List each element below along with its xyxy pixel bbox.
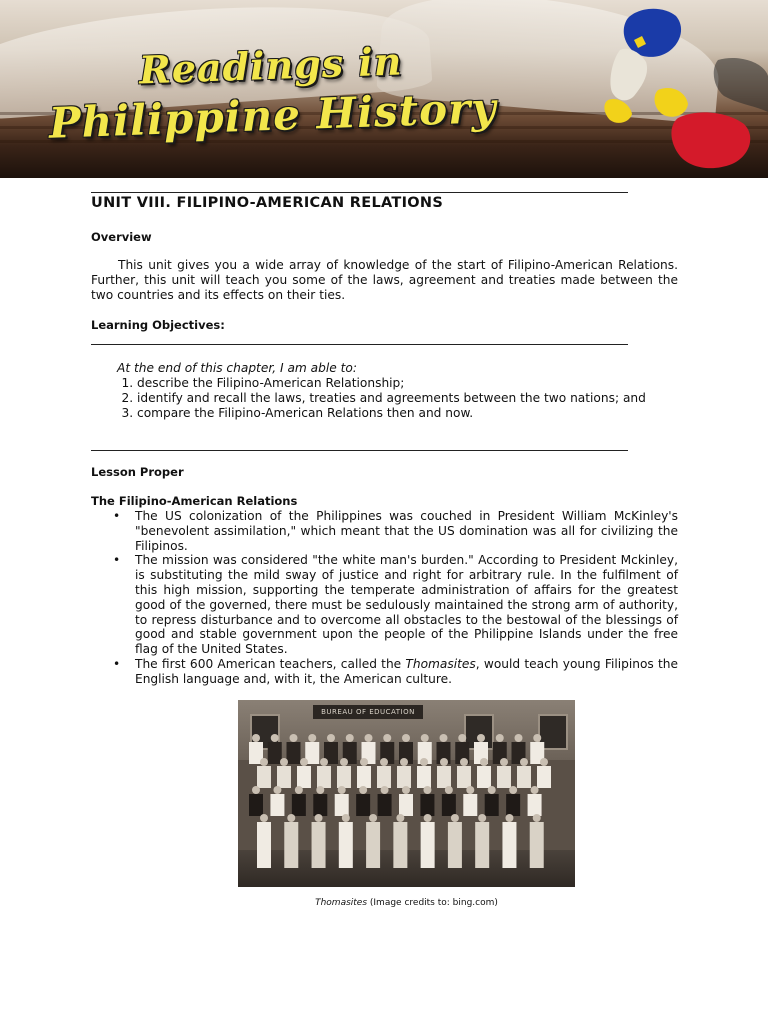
photo-person-head (509, 786, 517, 794)
photo-person-body (417, 766, 431, 788)
photo-person-head (400, 758, 408, 766)
photo-person-body (475, 822, 489, 868)
list-item (113, 509, 678, 553)
photo-person-head (308, 734, 316, 742)
photo-person-body (485, 794, 499, 816)
photo-person-head (466, 786, 474, 794)
list-item (113, 656, 678, 687)
objective-item: 2. identify and recall the laws, treaties and agreements between the two nations; and (137, 391, 678, 406)
photo-person-body (399, 794, 413, 816)
photo-person-head (280, 758, 288, 766)
banner-title-line1: Readings in (138, 38, 404, 93)
photo-person-head (260, 814, 268, 822)
photo-person-body (313, 794, 327, 816)
bullet-text: The US colonization of the Philippines was couched in President William McKinley's "benevolent assimilation," which meant that the US domination was all for civilizing the Filipinos. (135, 509, 678, 553)
photo-person-head (338, 786, 346, 794)
banner-title-line2: Philippine History (48, 83, 498, 148)
photo-person-body (497, 766, 511, 788)
photo-person-body (257, 822, 271, 868)
photo-person-head (383, 734, 391, 742)
photo-person-head (380, 758, 388, 766)
photo-person-head (342, 814, 350, 822)
banner-title (46, 31, 549, 148)
photo-person-body (463, 794, 477, 816)
thomasites-photo (238, 700, 575, 887)
photo-person-body (284, 822, 298, 868)
philippine-map-flag-icon (568, 0, 768, 178)
photo-person-body (257, 766, 271, 788)
photo-person-head (496, 734, 504, 742)
photo-person-head (365, 734, 373, 742)
overview-paragraph: This unit gives you a wide array of knowledge of the start of Filipino-American Relations. Further, this unit will teach you some of the laws, agreement and treaties made between the two countries and its effects on their ties. (91, 258, 678, 302)
objective-item: 1. describe the Filipino-American Relationship; (137, 376, 678, 391)
objectives-heading: Learning Objectives: (91, 318, 225, 332)
photo-person-body (277, 766, 291, 788)
photo-person-body (335, 794, 349, 816)
photo-person-body (339, 822, 353, 868)
photo-person-head (369, 814, 377, 822)
photo-person-head (300, 758, 308, 766)
photo-person-head (402, 786, 410, 794)
divider-line (91, 450, 628, 451)
photo-person-head (451, 814, 459, 822)
objectives-intro: At the end of this chapter, I am able to: (117, 361, 357, 375)
photo-person-head (290, 734, 298, 742)
objectives-list (91, 376, 678, 421)
photo-person-head (340, 758, 348, 766)
photo-person-head (488, 786, 496, 794)
photo-person-head (316, 786, 324, 794)
photo-person-head (402, 734, 410, 742)
photo-person-head (533, 814, 541, 822)
photo-person-head (533, 734, 541, 742)
photo-person-head (531, 786, 539, 794)
photo-sign: BUREAU OF EDUCATION (313, 705, 423, 719)
photo-person-body (287, 742, 301, 764)
photo-person-body (528, 794, 542, 816)
bullet-icon: • (113, 656, 121, 671)
photo-person-head (460, 758, 468, 766)
photo-person-head (478, 814, 486, 822)
photo-person-head (260, 758, 268, 766)
photo-person-head (424, 814, 432, 822)
photo-person-head (359, 786, 367, 794)
caption-italic: Thomasites (315, 898, 368, 908)
bullet-text: The mission was considered "the white man's burden." According to President Mckinley, is substituting the mild sway of justice and right for arbitrary rule. In the fulfilment of this high mission, supporting the temperate administration of affairs for the greatest good of the governed, there must be sedulously maintained the strong arm of authority, to repress disturbance and to overcome all obstacles to the bestowal of the blessings of good and stable government upon the people of the Philippine Islands under the free flag of the United States. (135, 553, 678, 657)
photo-person-head (295, 786, 303, 794)
photo-person-body (356, 794, 370, 816)
bullet-text-before: The first 600 American teachers, called the (135, 656, 406, 671)
photo-person-head (480, 758, 488, 766)
photo-person-head (505, 814, 513, 822)
photo-person-body (537, 766, 551, 788)
photo-person-body (506, 794, 520, 816)
photo-person-body (377, 766, 391, 788)
lesson-subheading: The Filipino-American Relations (91, 494, 298, 508)
photo-person-body (420, 794, 434, 816)
photo-person-head (423, 786, 431, 794)
photo-person-body (337, 766, 351, 788)
divider-line (91, 344, 628, 345)
photo-person-body (397, 766, 411, 788)
photo-person-head (360, 758, 368, 766)
photo-person-head (500, 758, 508, 766)
photo-person-head (271, 734, 279, 742)
photo-person-head (396, 814, 404, 822)
photo-person-head (440, 734, 448, 742)
photo-person-body (393, 822, 407, 868)
photo-person-head (252, 786, 260, 794)
photo-person-body (502, 822, 516, 868)
photo-person-head (477, 734, 485, 742)
photo-person-head (315, 814, 323, 822)
photo-person-head (421, 734, 429, 742)
photo-person-body (457, 766, 471, 788)
bullet-text-italic: Thomasites (405, 656, 476, 671)
photo-person-head (458, 734, 466, 742)
overview-heading: Overview (91, 230, 152, 244)
photo-person-head (273, 786, 281, 794)
photo-person-body (357, 766, 371, 788)
photo-person-head (327, 734, 335, 742)
lesson-heading: Lesson Proper (91, 465, 184, 479)
photo-person-head (320, 758, 328, 766)
photo-person-head (287, 814, 295, 822)
photo-person-body (270, 794, 284, 816)
photo-person-body (437, 766, 451, 788)
bullet-icon: • (113, 553, 121, 568)
photo-person-body (477, 766, 491, 788)
photo-person-body (292, 794, 306, 816)
objective-item: 3. compare the Filipino-American Relations then and now. (137, 406, 678, 421)
photo-person-head (520, 758, 528, 766)
photo-person-body (268, 742, 282, 764)
photo-person-body (378, 794, 392, 816)
lesson-bullet-list (91, 509, 678, 687)
caption-credit: (Image credits to: bing.com) (367, 898, 498, 908)
photo-person-head (381, 786, 389, 794)
photo-person-body (297, 766, 311, 788)
photo-person-body (317, 766, 331, 788)
photo-group-figures (238, 700, 575, 887)
photo-person-body (249, 794, 263, 816)
photo-person-body (442, 794, 456, 816)
list-item (113, 553, 678, 657)
photo-person-body (366, 822, 380, 868)
header-banner (0, 0, 768, 178)
photo-person-body (421, 822, 435, 868)
photo-person-body (312, 822, 326, 868)
photo-person-head (515, 734, 523, 742)
photo-person-head (540, 758, 548, 766)
photo-person-body (448, 822, 462, 868)
photo-person-body (517, 766, 531, 788)
unit-title: UNIT VIII. FILIPINO-AMERICAN RELATIONS (91, 195, 444, 211)
photo-person-body (530, 822, 544, 868)
photo-person-head (445, 786, 453, 794)
bullet-text-after: , would teach young Filipinos the English language and, with it, the American culture. (135, 656, 678, 686)
photo-person-head (252, 734, 260, 742)
photo-person-head (420, 758, 428, 766)
divider-line (91, 192, 628, 193)
photo-person-head (440, 758, 448, 766)
bullet-icon: • (113, 509, 121, 523)
photo-person-head (346, 734, 354, 742)
photo-caption (238, 898, 575, 908)
